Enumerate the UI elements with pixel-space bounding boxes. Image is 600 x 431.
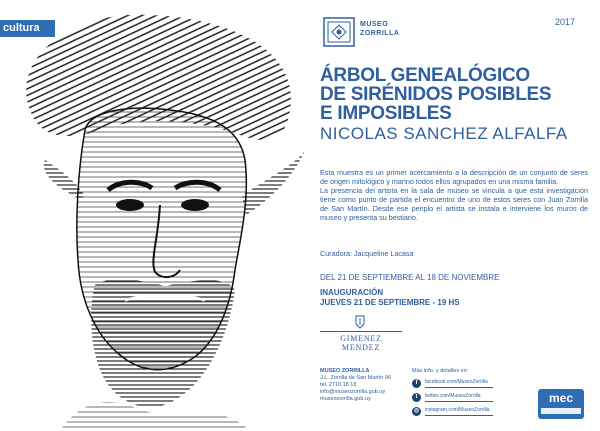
sponsor-emblem-icon [355, 315, 365, 329]
sponsor-name: GIMENEZ MENDEZ [340, 334, 382, 352]
logo-line-2: ZORRILLA [360, 30, 400, 37]
social-instagram[interactable] [412, 406, 522, 416]
museum-logo-icon [322, 16, 356, 48]
artist-name: NICOLAS SANCHEZ ALFALFA [320, 124, 568, 143]
description-paragraph-2: La presencia del artista en la sala de museo se vincula a que esta investigación tiene como punto de partida el encuentro de uno de estos seres con Juan Zorrilla de San Martín. Desde ese periplo el artista se instala e interviene los muros de museo y presenta su bestiario. [320, 186, 588, 222]
social-facebook-link[interactable]: facebook.com/MuseoZorrilla [425, 378, 493, 388]
title-line-1: ÁRBOL GENEALÓGICO [320, 65, 530, 86]
mec-logo-subtext [541, 408, 581, 414]
contact-email[interactable]: info@museozorrilla.gub.uy [320, 389, 386, 395]
inauguration-label: INAUGURACIÓN [320, 288, 384, 297]
logo-line-1: MUSEO [360, 21, 389, 28]
museum-logo-text [360, 20, 399, 38]
year: 2017 [555, 17, 576, 27]
social-twitter-link[interactable]: twitter.com/MuseoZorrilla [425, 392, 493, 402]
instagram-icon: ◎ [413, 407, 420, 414]
description [320, 168, 588, 222]
facebook-icon: f [412, 379, 421, 388]
inauguration [320, 288, 460, 308]
contact-address: J.L. Zorrilla de San Martín 96 [320, 375, 391, 381]
title-line-2: DE SIRÉNIDOS POSIBLES [320, 84, 552, 105]
exhibition-title [320, 66, 595, 123]
contact-website[interactable]: museozorrilla.gub.uy [320, 396, 371, 402]
contact-museum: MUSEO ZORRILLA [320, 368, 370, 374]
exhibition-dates: DEL 21 DE SEPTIEMBRE AL 18 DE NOVIEMBRE [320, 273, 500, 282]
twitter-icon: t [412, 393, 421, 402]
curator: Curadora: Jacqueline Lacasa [320, 249, 414, 258]
social-twitter[interactable] [412, 392, 522, 402]
social-facebook[interactable] [412, 378, 522, 388]
cultura-tag: cultura [0, 20, 55, 37]
mec-logo-text: mec [548, 391, 574, 405]
contact-phone: tel. 2710 18 18 [320, 382, 357, 388]
contact-info [320, 368, 391, 403]
description-paragraph-1: Esta muestra es un primer acercamiento a la descripción de un conjunto de seres de origen mitológico y marino todos ellos agrupados en una misma familia. [320, 168, 588, 186]
social-instagram-link[interactable]: instagram.com/MuseoZorrilla [425, 406, 493, 416]
title-line-3: E IMPOSIBLES [320, 103, 452, 124]
social-heading: Más info. y detalles en: [412, 368, 469, 374]
inauguration-when: JUEVES 21 DE SEPTIEMBRE - 19 HS [320, 298, 460, 307]
mec-logo [538, 389, 584, 419]
sponsor-divider [320, 331, 402, 332]
